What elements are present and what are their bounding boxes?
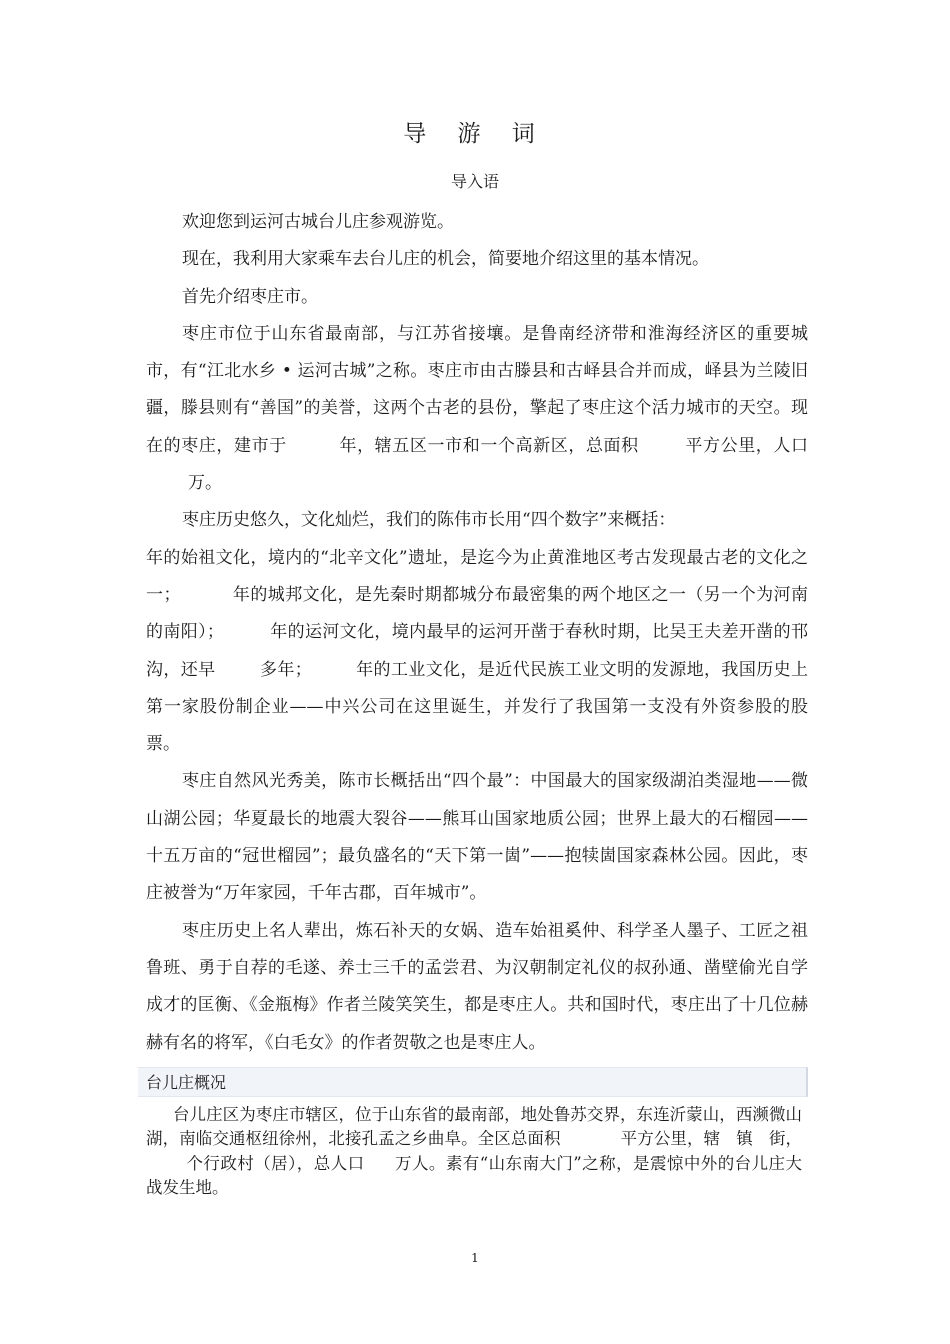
text-run: 年的城邦文化，是先秦时期都城分布最密集的两个地区之一（另一个为河南的南阳）； bbox=[146, 584, 809, 643]
text-run: 个行政村（居），总人口 bbox=[186, 1153, 365, 1173]
text-run: 平方公里，人口 bbox=[684, 435, 809, 456]
paragraph-scenery: 枣庄自然风光秀美，陈市长概括出“四个最”：中国最大的国家级湖泊类湿地——微山湖公园；华夏最长的地震大裂谷——熊耳山国家地质公园；世界上最大的石榴园——十五万亩的“冠世榴园”；最负盛名的“天下第一崮”——抱犊崮国家森林公园。因此，枣庄被誉为“万年家园，千年古郡，百年城市”。 bbox=[146, 771, 808, 904]
paragraph-zaozhuang-location bbox=[146, 316, 808, 502]
text-run: 枣庄市位于山东省最南部，与江苏省接壤。是鲁南经济带和淮海经济区的重要城市，有“江北水乡 • 运河古城”之称。枣庄市由古滕县和古峄县合并而成，峄县为兰陵旧疆，滕县则有“善国”的美誉，这两个古老的县份，擎起了枣庄这个活力城市的天空。现在的枣庄，建市于 bbox=[146, 323, 808, 456]
paragraph-zaozhuang-start: 首先介绍枣庄市。 bbox=[182, 286, 318, 307]
text-run: 年的始祖文化，境内的“北辛文化”遗址，是迄今为止黄淮地区考古发现最古老的文化之一； bbox=[146, 547, 808, 605]
text-run: 万。 bbox=[188, 473, 222, 494]
text-run: 台儿庄区为枣庄市辖区，位于山东省的最南部，地处鲁苏交界，东连沂蒙山，西濒微山湖，南临交通枢纽徐州，北接孔孟之乡曲阜。全区总面积 bbox=[146, 1105, 802, 1149]
text-run: 镇 bbox=[736, 1129, 753, 1149]
intro-body bbox=[146, 204, 808, 1062]
paragraph-welcome: 欢迎您到运河古城台儿庄参观游览。 bbox=[182, 212, 454, 232]
document-title: 导 游 词 bbox=[403, 121, 547, 147]
text-run: 多年； bbox=[259, 659, 312, 680]
paragraph-intro: 现在，我利用大家乘车去台儿庄的机会，简要地介绍这里的基本情况。 bbox=[182, 249, 709, 270]
text-run: 年，辖五区一市和一个高新区，总面积 bbox=[338, 435, 639, 456]
text-run: 万人。素有“山东南大门”之称，是震惊中外的台儿庄大战发生地。 bbox=[146, 1153, 802, 1198]
section-heading-taierzhuang: 台儿庄概况 bbox=[138, 1067, 808, 1097]
paragraph-taierzhuang-overview bbox=[146, 1103, 802, 1201]
paragraph-four-numbers bbox=[146, 540, 808, 764]
paragraph-famous-people: 枣庄历史上名人辈出，炼石补天的女娲、造车始祖奚仲、科学圣人墨子、工匠之祖鲁班、勇于自荐的毛遂、养士三千的孟尝君、为汉朝制定礼仪的叔孙通、凿壁偷光自学成才的匡衡、《金瓶梅》作者兰陵笑笑生，都是枣庄人。共和国时代，枣庄出了十几位赫赫有名的将军，《白毛女》的作者贺敬之也是枣庄人。 bbox=[146, 920, 808, 1053]
text-run: 街， bbox=[768, 1129, 803, 1149]
document-subtitle: 导入语 bbox=[450, 172, 499, 191]
page-number: 1 bbox=[471, 1251, 479, 1265]
paragraph-history-intro: 枣庄历史悠久，文化灿烂，我们的陈伟市长用“四个数字”来概括： bbox=[182, 510, 676, 531]
text-run: 平方公里，辖 bbox=[620, 1129, 721, 1149]
text-run: 年的工业文化，是近代民族工业文明的发源地，我国历史上第一家股份制企业——中兴公司在这里诞生，并发行了我国第一支没有外资参股的股票。 bbox=[146, 659, 809, 755]
text-run: 年的运河文化，境内最早的运河开凿于春秋时期，比吴王夫差开凿的邗沟，还早 bbox=[146, 622, 809, 680]
taierzhuang-body bbox=[146, 1103, 802, 1201]
